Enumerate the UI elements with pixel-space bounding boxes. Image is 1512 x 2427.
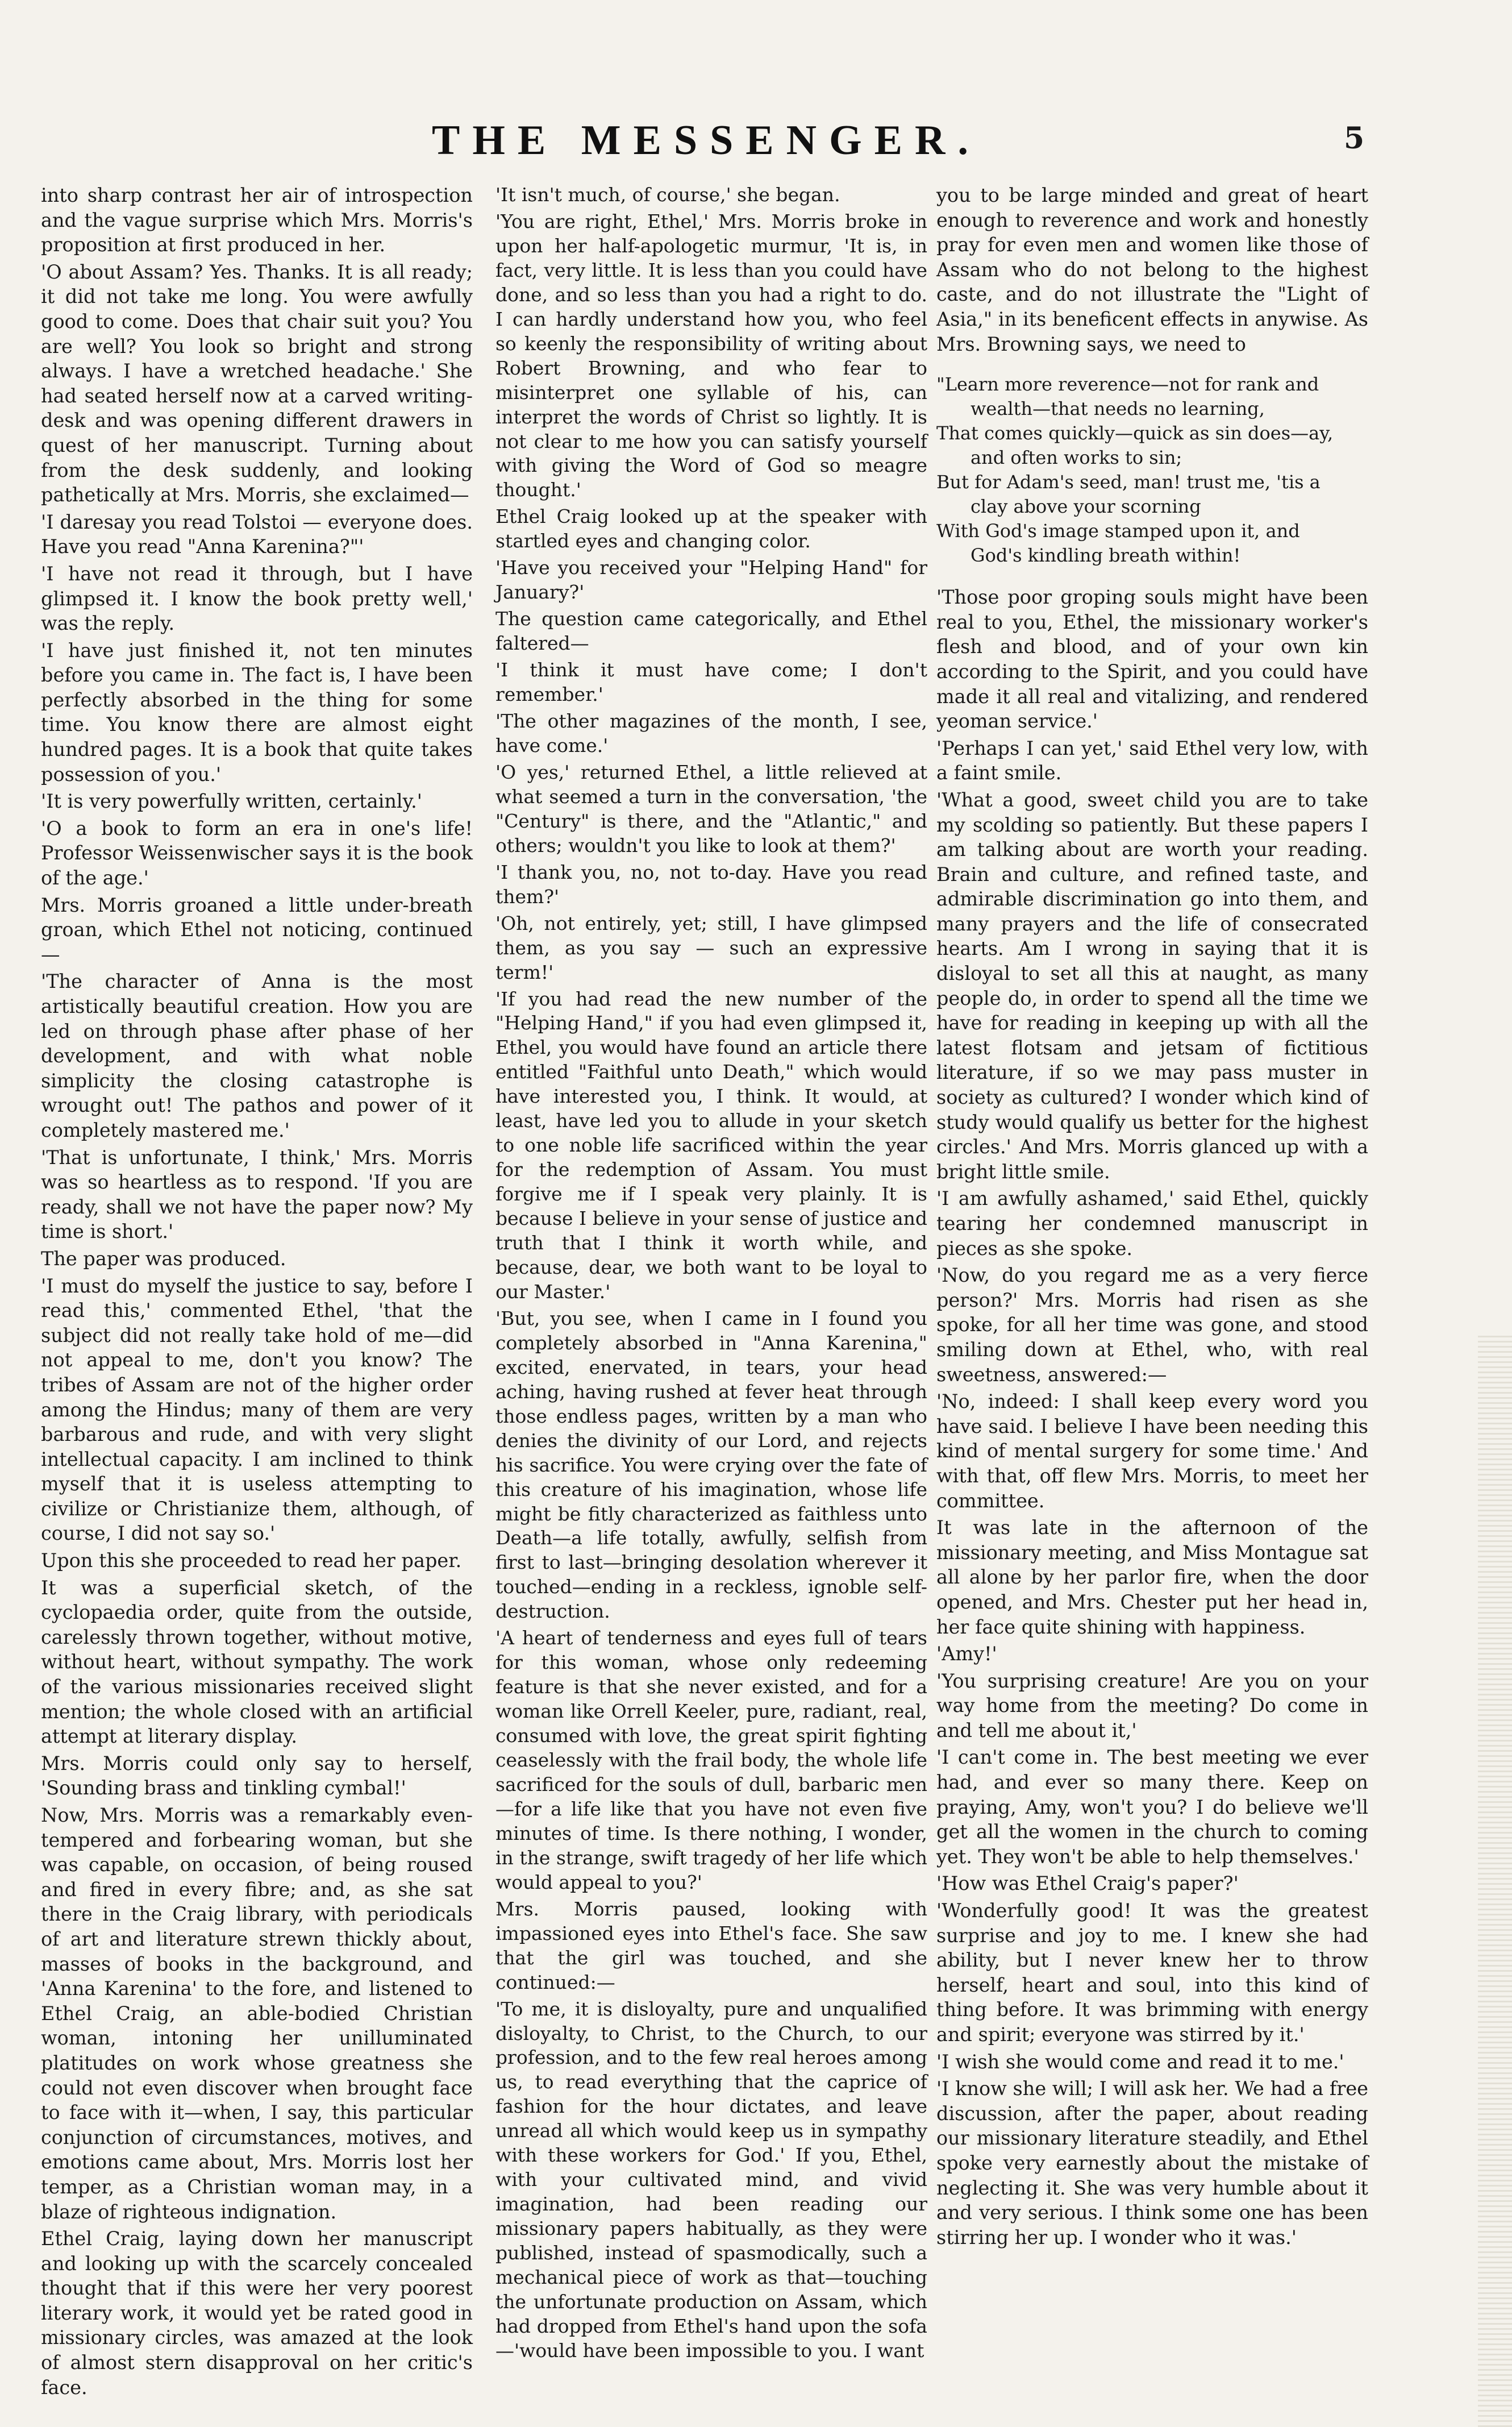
paragraph: 'Oh, not entirely, yet; still, I have glimpsed them, as you say — such an expressive term!'	[495, 912, 927, 983]
paragraph: The question came categorically, and Ethel faltered—	[495, 608, 927, 655]
paragraph: 'I must do myself the justice to say, before I read this,' commented Ethel, 'that the subject did not really take hold of me—did not appeal to me, don't you know? The tribes of Assam are not of the higher order among the Hindus; many of them are very barbarous and rude, and with very slight intellectual capacity. I am inclined to think myself that it is useless attempting to civilize or Christianize them, although, of course, I did not say so.'	[41, 1274, 473, 1545]
paragraph: into sharp contrast her air of introspection and the vague surprise which Mrs. Morris's proposition at first produced in her.	[41, 184, 473, 256]
poem-quote	[936, 372, 1368, 568]
paragraph: Upon this she proceeded to read her paper.	[41, 1549, 462, 1572]
newspaper-title: THE MESSENGER.	[432, 117, 981, 164]
paragraph: 'O a book to form an era in one's life! Professor Weissenwischer says it is the book of the age.'	[41, 817, 473, 890]
paragraph: 'The other magazines of the month, I see, have come.'	[495, 710, 927, 757]
column-1	[41, 183, 473, 2402]
paragraph: 'O about Assam? Yes. Thanks. It is all ready; it did not take me long. You were awfully good to come. Does that chair suit you? You are well? You look so bright and strong always. I have a wretched headache.' She had seated herself now at a carved writing-desk and was opening different drawers in quest of her manuscript. Turning about from the desk suddenly, and looking pathetically at Mrs. Morris, she exclaimed—	[41, 260, 473, 506]
paragraph: It was late in the afternoon of the missionary meeting, and Miss Montague sat all alone by her parlor fire, when the door opened, and Mrs. Chester put her head in, her face quite shining with happiness.	[936, 1516, 1368, 1638]
poem-line: wealth—that needs no learning,	[970, 398, 1265, 420]
paragraph: 'I have not read it through, but I have glimpsed it. I know the book pretty well,' was the reply.	[41, 562, 473, 635]
paragraph: The paper was produced.	[41, 1247, 286, 1270]
paragraph: 'But, you see, when I came in I found you completely absorbed in "Anna Karenina," excited, enervated, in tears, your head aching, having rushed at fever heat through those endless pages, written by a man who denies the divinity of our Lord, and rejects his sacrifice. You were crying over the fate of this creature of his imagination, whose life might be fitly characterized as faithless unto Death—a life totally, awfully, selfish from first to last—bringing desolation wherever it touched—ending in a reckless, ignoble self-destruction.	[495, 1307, 927, 1623]
paragraph: 'It is very powerfully written, certainly.'	[41, 790, 422, 813]
paragraph: Mrs. Morris groaned a little under-breath groan, which Ethel not noticing, continued—	[41, 893, 473, 966]
paragraph: 'I can't come in. The best meeting we ever had, and ever so many there. Keep on praying, Amy, won't you? I do believe we'll get all the women in the church to coming yet. They won't be able to help themselves.'	[936, 1746, 1368, 1868]
masthead	[0, 117, 1512, 179]
page-edge-texture	[1478, 1336, 1512, 2427]
paragraph: Mrs. Morris paused, looking with impassioned eyes into Ethel's face. She saw that the girl was touched, and she continued:—	[495, 1897, 927, 1993]
poem-line: clay above your scorning	[970, 496, 1201, 518]
paragraph: 'I daresay you read Tolstoi — everyone does. Have you read "Anna Karenina?"'	[41, 510, 473, 558]
paragraph: 'Amy!'	[936, 1643, 997, 1665]
paragraph: you to be large minded and great of heart enough to reverence and work and honestly pray for even men and women like those of Assam who do not belong to the highest caste, and do not illustrate the "Light of Asia," in its beneficent effects in anywise. As Mrs. Browning says, we need to	[936, 184, 1368, 355]
paragraph: Ethel Craig, laying down her manuscript and looking up with the scarcely concealed thought that if this were her very poorest literary work, it would yet be rated good in missionary circles, was amazed at the look of almost stern disapproval on her critic's face.	[41, 2227, 473, 2399]
poem-line: "Learn more reverence—not for rank and	[936, 373, 1319, 396]
paragraph: 'I know she will; I will ask her. We had a free discussion, after the paper, about reading our missionary literature steadily, and Ethel spoke very earnestly about the mistake of neglecting it. She was very humble about it and very serious. I think some one has been stirring her up. I wonder who it was.'	[936, 2077, 1368, 2249]
paragraph: 'What a good, sweet child you are to take my scolding so patiently. But these papers I am talking about are worth your reading. Brain and culture, and refined taste, and admirable discrimination go into them, and many prayers and the life of consecrated hearts. Am I wrong in saying that it is disloyal to set all this at naught, as many people do, in order to spend all the time we have for reading in keeping up with all the latest flotsam and jetsam of fictitious literature, if so we may pass muster in society as cultured? I wonder which kind of study would qualify us better for the highest circles.' And Mrs. Morris glanced up with a bright little smile.	[936, 788, 1368, 1183]
page-number: 5	[1344, 121, 1365, 156]
poem-line: God's kindling breath within!	[970, 545, 1241, 567]
paragraph: 'That is unfortunate, I think,' Mrs. Morris was so heartless as to respond. 'If you are ready, shall we not have the paper now? My time is short.'	[41, 1146, 473, 1243]
paragraph: 'Wonderfully good! It was the greatest surprise and joy to me. I knew she had ability, but I never knew her to throw herself, heart and soul, into this kind of thing before. It was brimming with energy and spirit; everyone was stirred by it.'	[936, 1900, 1368, 2046]
paragraph: 'I have just finished it, not ten minutes before you came in. The fact is, I have been perfectly absorbed in the thing for some time. You know there are almost eight hundred pages. It is a book that quite takes possession of you.'	[41, 639, 473, 786]
paragraph: 'I wish she would come and read it to me.'	[936, 2050, 1344, 2073]
paragraph: 'O yes,' returned Ethel, a little relieved at what seemed a turn in the conversation, 'the "Century" is there, and the "Atlantic," and others; wouldn't you like to look at them?'	[495, 760, 927, 857]
paragraph: Mrs. Morris could only say to herself, 'Sounding brass and tinkling cymbal!'	[41, 1752, 473, 1800]
paragraph: 'No, indeed: I shall keep every word you have said. I believe I have been needing this kind of mental surgery for some time.' And with that, off flew Mrs. Morris, to meet her committee.	[936, 1390, 1368, 1512]
paragraph: 'I am awfully ashamed,' said Ethel, quickly tearing her condemned manuscript in pieces as she spoke.	[936, 1187, 1368, 1260]
paragraph: 'Those poor groping souls might have been real to you, Ethel, the missionary worker's flesh and blood, and of your own kin according to the Spirit, and you could have made it all real and vitalizing, and rendered yeoman service.'	[936, 586, 1368, 733]
paragraph: 'Have you received your "Helping Hand" for January?'	[495, 556, 927, 604]
paragraph: 'I thank you, no, not to-day. Have you read them?'	[495, 861, 927, 908]
paragraph: It was a superficial sketch, of the cyclopaedia order, quite from the outside, carelessly thrown together, without motive, without heart, without sympathy. The work of the various missionaries received slight mention; the whole closed with an artificial attempt at literary display.	[41, 1576, 473, 1748]
column-2	[495, 183, 927, 2366]
poem-line: But for Adam's seed, man! trust me, 'tis a	[936, 471, 1321, 493]
column-3	[936, 183, 1368, 2252]
paragraph: 'You surprising creature! Are you on your way home from the meeting? Do come in and tell me about it,'	[936, 1669, 1368, 1742]
poem-line: and often works to sin;	[970, 447, 1182, 469]
paragraph: 'A heart of tenderness and eyes full of tears for this woman, whose only redeeming feature is that she never existed, and for a woman like Orrell Keeler, pure, radiant, real, consumed with love, the great spirit fighting ceaselessly with the frail body, the whole life sacrificed for the souls of dull, barbaric men—for a life like that you have not even five minutes of time. Is there nothing, I wonder, in the strange, swift tragedy of her life which would appeal to you?'	[495, 1627, 927, 1893]
paragraph: 'You are right, Ethel,' Mrs. Morris broke in upon her half-apologetic murmur, 'It is, in fact, very little. It is less than you could have done, and so less than you had a right to do. I can hardly understand how you, who feel so keenly the responsibility of writing about Robert Browning, and who fear to misinterpret one syllable of his, can interpret the words of Christ so lightly. It is not clear to me how you can satisfy yourself with giving the Word of God so meagre thought.'	[495, 210, 927, 501]
paragraph: 'How was Ethel Craig's paper?'	[936, 1872, 1239, 1895]
poem-line: With God's image stamped upon it, and	[936, 520, 1300, 542]
paragraph: 'The character of Anna is the most artistically beautiful creation. How you are led on through phase after phase of her development, and with what noble simplicity the closing catastrophe is wrought out! The pathos and power of it completely mastered me.'	[41, 970, 473, 1141]
paragraph: 'If you had read the new number of the "Helping Hand," if you had even glimpsed it, Ethel, you would have found an article there entitled "Faithful unto Death," which would have interested you, I think. It would, at least, have led you to allude in your sketch to one noble life sacrificed within the year for the redemption of Assam. You must forgive me if I speak very plainly. It is because I believe in your sense of justice and truth that I think it worth while, and because, dear, we both want to be loyal to our Master.'	[495, 987, 927, 1303]
paragraph: 'To me, it is disloyalty, pure and unqualified disloyalty, to Christ, to the Church, to our profession, and to the few real heroes among us, to read everything that the caprice of fashion for the hour dictates, and leave unread all which would keep us in sympathy with these workers for God.' If you, Ethel, with your cultivated mind, and vivid imagination, had been reading our missionary papers habitually, as they were published, instead of spasmodically, such a mechanical piece of work as that—touching the unfortunate production on Assam, which had dropped from Ethel's hand upon the sofa—'would have been impossible to you. I want	[495, 1997, 927, 2362]
paragraph: 'It isn't much, of course,' she began.	[495, 184, 840, 206]
paragraph: 'Now, do you regard me as a very fierce person?' Mrs. Morris had risen as she spoke, for all her time was gone, and stood smiling down at Ethel, who, with real sweetness, answered:—	[936, 1264, 1368, 1386]
paragraph: Now, Mrs. Morris was a remarkably even-tempered and forbearing woman, but she was capable, on occasion, of being roused and fired in every fibre; and, as she sat there in the Craig library, with periodicals of art and literature strewn thickly about, masses of books in the background, and 'Anna Karenina' to the fore, and listened to Ethel Craig, an able-bodied Christian woman, intoning her unilluminated platitudes on work whose greatness she could not even discover when brought face to face with it—when, I say, this particular conjunction of circumstances, motives, and emotions came about, Mrs. Morris lost her temper, as a Christian woman may, in a blaze of righteous indignation.	[41, 1804, 473, 2223]
poem-line: That comes quickly—quick as sin does—ay,	[936, 422, 1334, 444]
paragraph: Ethel Craig looked up at the speaker with startled eyes and changing color.	[495, 505, 927, 552]
paragraph: 'Perhaps I can yet,' said Ethel very low, with a faint smile.	[936, 737, 1368, 784]
paragraph: 'I think it must have come; I don't remember.'	[495, 659, 927, 706]
